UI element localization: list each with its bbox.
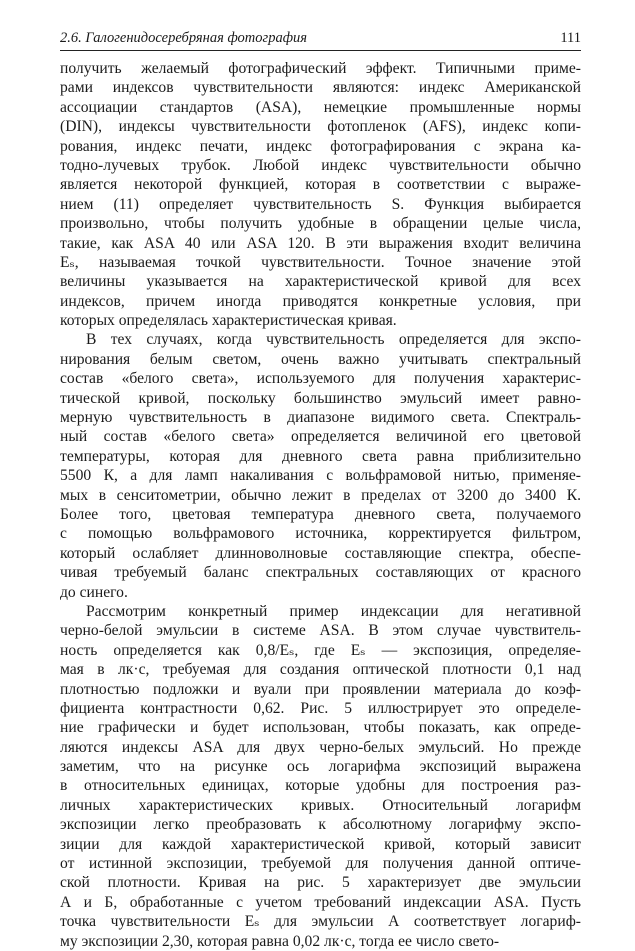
header-rule bbox=[60, 50, 581, 51]
page-number: 111 bbox=[560, 30, 581, 46]
text-line: рования, индекс печати, индекс фотографирования с экрана ка- bbox=[60, 137, 581, 155]
paragraph bbox=[60, 602, 581, 951]
paragraph bbox=[60, 330, 581, 601]
text-line: точка чувствительности Eₛ для эмульсии А соответствует логариф- bbox=[60, 913, 581, 931]
text-line: такие, как ASA 40 или ASA 120. В эти выражения входит величина bbox=[60, 234, 581, 252]
text-line: заметим, что на рисунке ось логарифма экспозиций выражена bbox=[60, 758, 581, 776]
text-line: является некоторой функцией, которая в соответствии с выраже- bbox=[60, 176, 581, 194]
text-line: нием (11) определяет чувствительность S. Функция выбирается bbox=[60, 195, 581, 213]
text-line: величины указывается на характеристической кривой для всех bbox=[60, 273, 581, 291]
text-line: личных характеристических кривых. Относительный логарифм bbox=[60, 796, 581, 814]
text-line: Рассмотрим конкретный пример индексации для негативной bbox=[86, 602, 581, 620]
text-line: (DIN), индексы чувствительности фотопленок (AFS), индекс копи- bbox=[60, 118, 581, 136]
body-text bbox=[60, 59, 581, 951]
text-line: зиции для каждой характеристической кривой, который зависит bbox=[60, 835, 581, 853]
text-line: с помощью вольфрамового источника, корректируется фильтром, bbox=[60, 525, 581, 543]
text-line: Eₛ, называемая точкой чувствительности. Точное значение этой bbox=[60, 253, 581, 271]
text-line: фициента контрастности 0,62. Рис. 5 иллюстрирует это определе- bbox=[60, 699, 581, 717]
running-head bbox=[60, 28, 581, 48]
text-line: чивая требуемый баланс спектральных составляющих от красного bbox=[60, 564, 581, 582]
text-line: в относительных единицах, которые удобны для построения раз- bbox=[60, 777, 581, 795]
text-line: Более того, цветовая температура дневного света, получаемого bbox=[60, 505, 581, 523]
text-line: экспозиции легко преобразовать к абсолютному логарифму экспо- bbox=[60, 816, 581, 834]
text-line: произвольно, чтобы получить удобные в обращении целые числа, bbox=[60, 215, 581, 233]
text-line: тической кривой, поскольку большинство эмульсий имеет равно- bbox=[60, 389, 581, 407]
text-line: черно-белой эмульсии в системе ASA. В этом случае чувствитель- bbox=[60, 622, 581, 640]
text-line: нирования белым светом, очень важно учитывать спектральный bbox=[60, 350, 581, 368]
text-line: который ослабляет длинноволновые составляющие спектра, обеспе- bbox=[60, 544, 581, 562]
text-line: В тех случаях, когда чувствительность определяется для экспо- bbox=[86, 331, 581, 349]
text-line: индексов, причем иногда приводятся конкретные условия, при bbox=[60, 292, 581, 310]
paragraph bbox=[60, 59, 581, 330]
text-line: до синего. bbox=[60, 583, 128, 601]
text-line: мерную чувствительность в диапазоне видимого света. Спектраль- bbox=[60, 409, 581, 427]
text-line: А и Б, обработанные с учетом требований индексации ASA. Пусть bbox=[60, 893, 581, 911]
text-line: 5500 К, а для ламп накаливания с вольфрамовой нитью, применяе- bbox=[60, 467, 581, 485]
text-line: рами индексов чувствительности являются: индекс Американской bbox=[60, 79, 581, 97]
text-line: температуры, которая для дневного света равна приблизительно bbox=[60, 447, 581, 465]
text-line: ность определяется как 0,8/Eₛ, где Eₛ — экспозиция, определяе- bbox=[60, 641, 581, 659]
text-line: ской плотности. Кривая на рис. 5 характеризует две эмульсии bbox=[60, 874, 581, 892]
text-line: ляются индексы ASA для двух черно-белых эмульсий. Но прежде bbox=[60, 738, 581, 756]
text-line: плотностью подложки и вуали при проявлении материала до коэф- bbox=[60, 680, 581, 698]
text-line: мая в лк·с, требуемая для создания оптической плотности 0,1 над bbox=[60, 661, 581, 679]
text-line: получить желаемый фотографический эффект. Типичными приме- bbox=[60, 60, 581, 77]
text-line: мых в сенситометрии, обычно лежит в пределах от 3200 до 3400 К. bbox=[60, 486, 581, 504]
text-line: ассоциации стандартов (ASA), немецкие промышленные нормы bbox=[60, 98, 581, 116]
text-line: тодно-лучевых трубок. Любой индекс чувствительности обычно bbox=[60, 156, 581, 174]
running-head-title: 2.6. Галогенидосеребряная фотография bbox=[60, 30, 307, 46]
text-line: состав «белого света», используемого для получения характерис- bbox=[60, 370, 581, 388]
text-line: му экспозиции 2,30, которая равна 0,02 лк·с, тогда ее число свето- bbox=[60, 932, 500, 950]
text-line: ный состав «белого света» определяется величиной его цветовой bbox=[60, 428, 581, 446]
text-line: которых определялась характеристическая кривая. bbox=[60, 312, 397, 330]
text-line: от истинной экспозиции, требуемой для получения данной оптиче- bbox=[60, 855, 581, 873]
text-line: ние графически и будет использован, чтобы показать, как опреде- bbox=[60, 719, 581, 737]
